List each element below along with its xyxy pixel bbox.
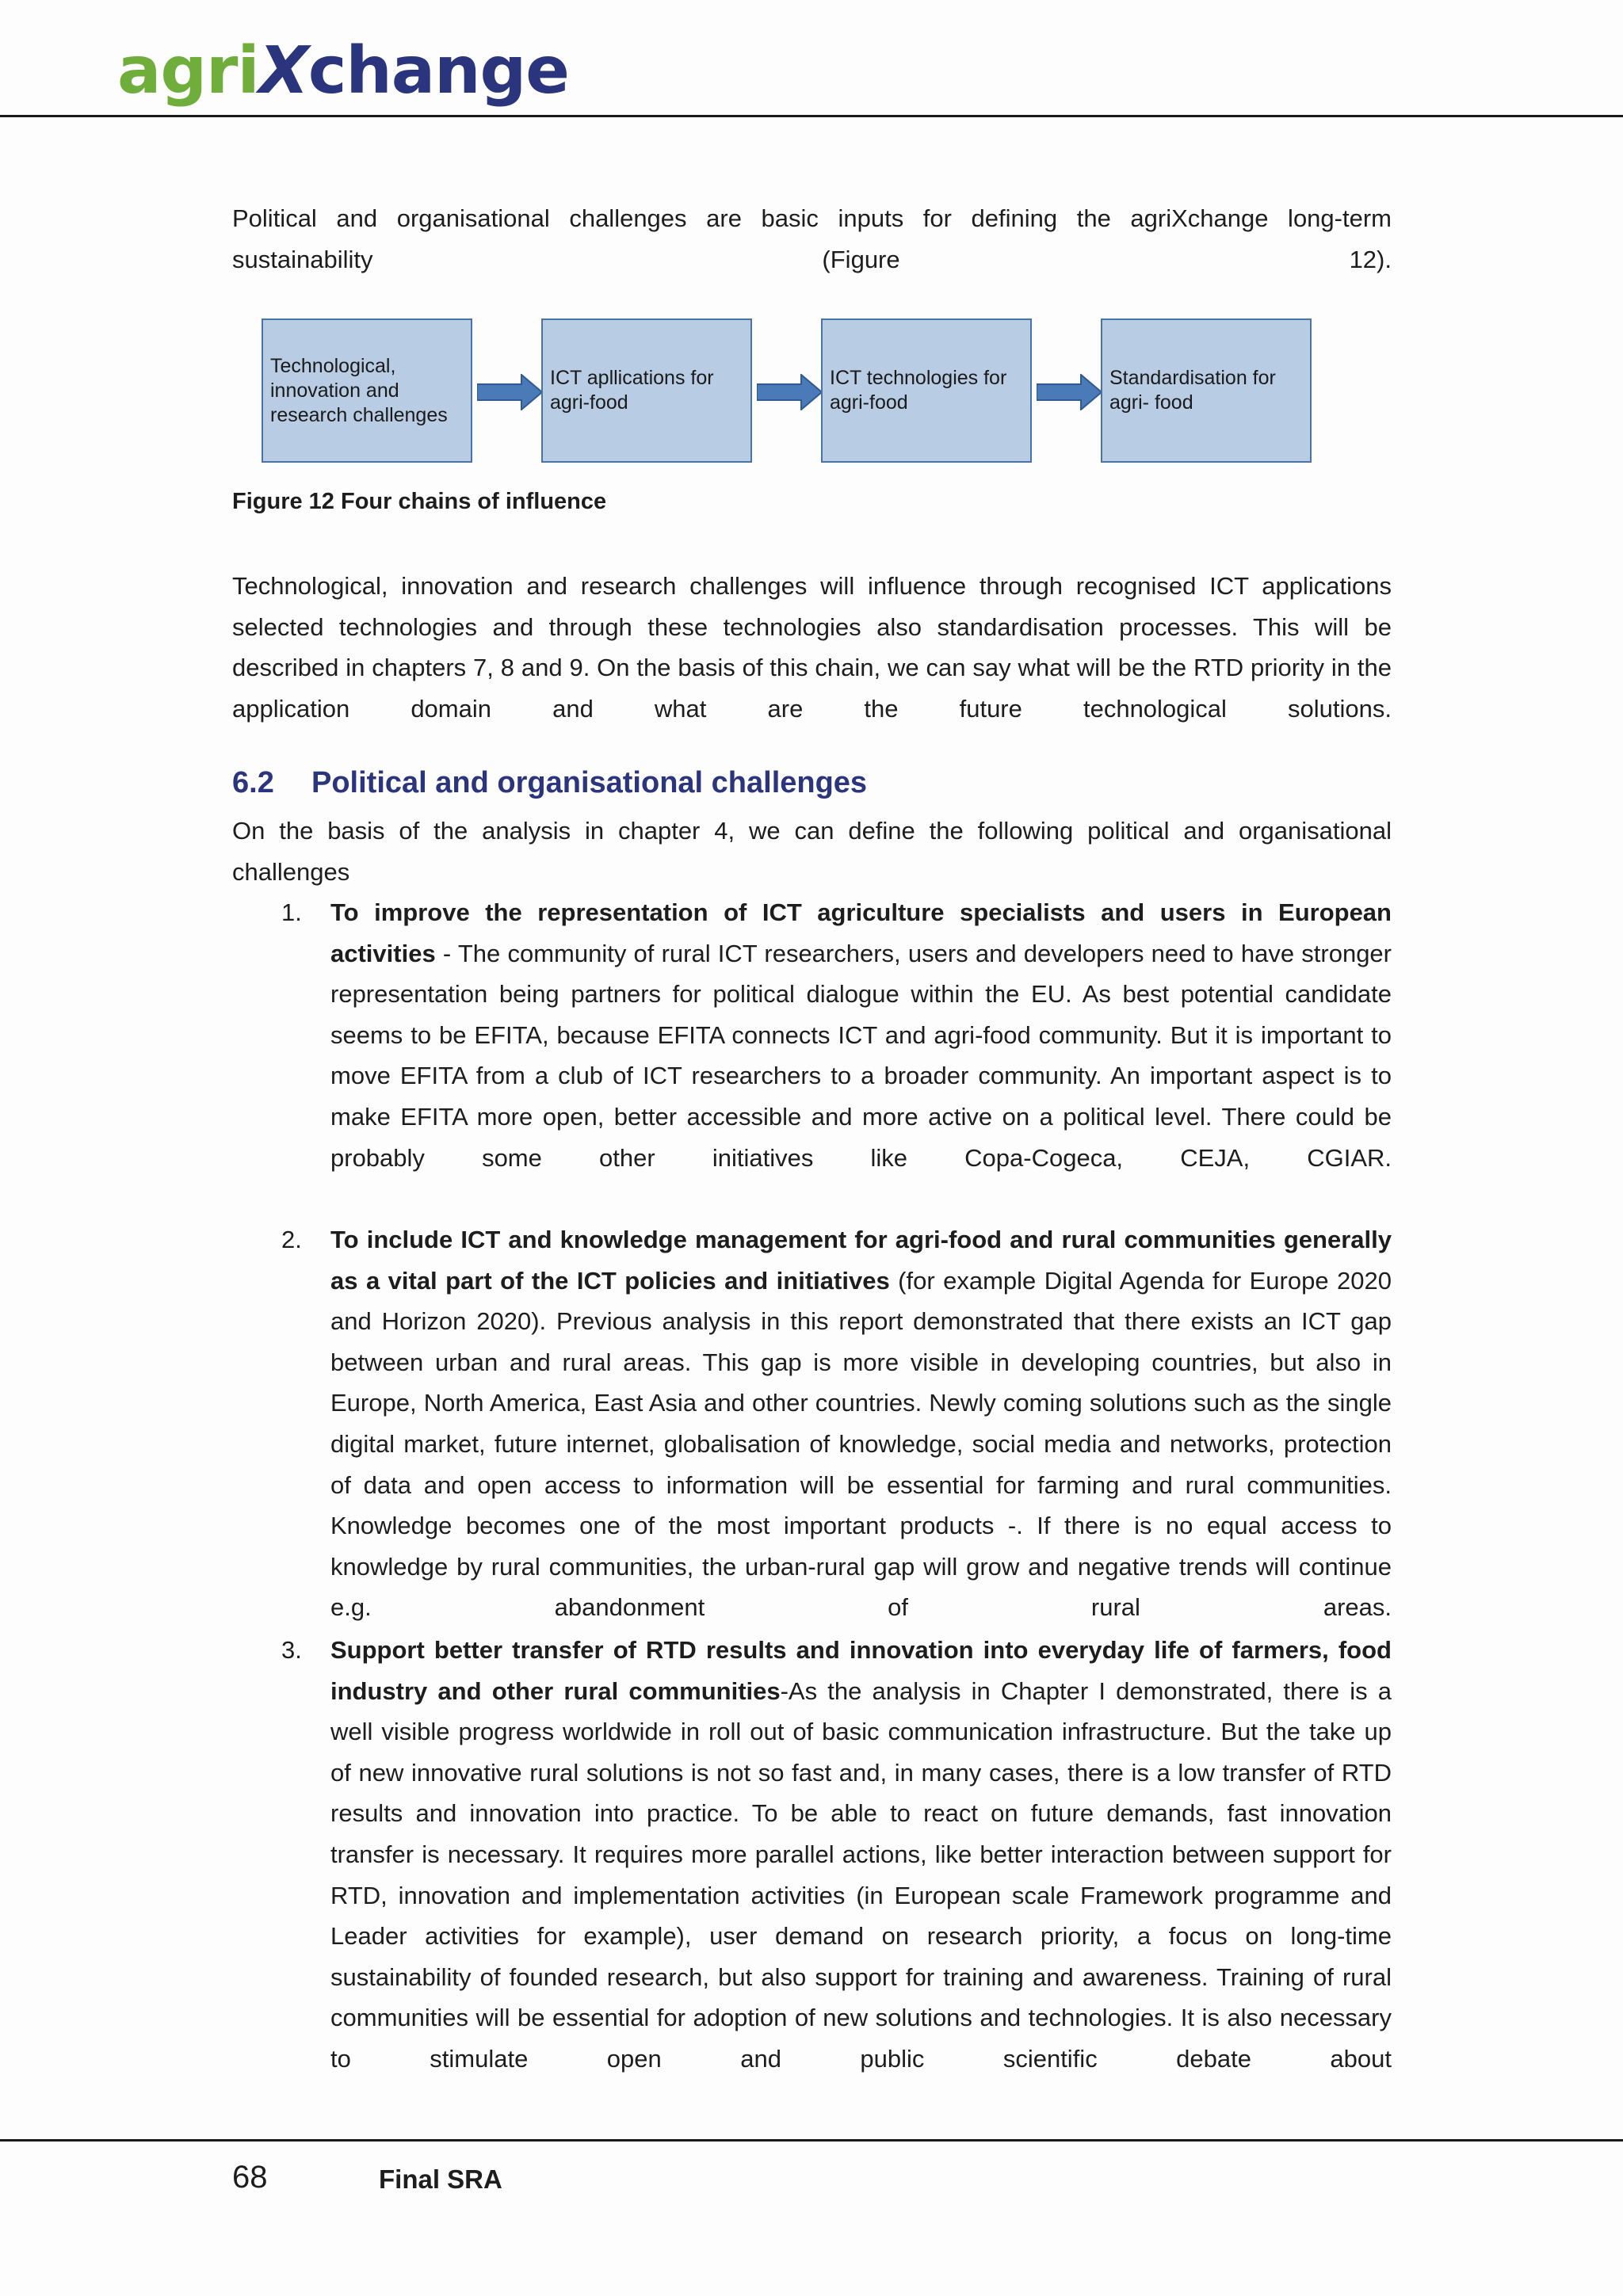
figure-box-label: ICT technologies for agri-food (830, 367, 1007, 414)
section-number: 6.2 (232, 766, 274, 799)
list-item (330, 892, 1392, 1219)
arrow-icon (757, 374, 823, 410)
list-item-bold: To improve the representation of ICT agriculture specialists and users in European activities (330, 898, 1392, 967)
section-intro: On the basis of the analysis in chapter 4, we can define the following political and organisational challenges (232, 817, 1392, 886)
arrow-icon (1037, 374, 1103, 410)
list-item-text: -As the analysis in Chapter I demonstrated, there is a well visible progress worldwide in roll out of basic communication infrastructure. But the take up of new innovative rural solutions is not so fast and, in many cases, there is a low transfer of RTD results and innovation into practice. To be able to react on future demands, fast innovation transfer is necessary. It requires more parallel actions, like better interaction between support for RTD, innovation and implementation activities (in European scale Framework programme and Leader activities for example), user demand on research priority, a focus on long-time sustainability of founded research, but also support for training and awareness. Training of rural communities will be essential for adoption of new solutions and technologies. It is also necessary to stimulate open and public scientific debate about (330, 1676, 1392, 2073)
figure-box-standardisation (1101, 318, 1312, 463)
section-title: Political and organisational challenges (311, 766, 868, 799)
logo-agri: agri (117, 33, 259, 109)
arrow-icon (477, 374, 544, 410)
section-heading (232, 766, 867, 800)
page-header (0, 0, 1623, 117)
list-item (330, 1219, 1392, 1669)
figure-box-label: Standardisation for agri- food (1109, 367, 1276, 414)
figure-box-label: ICT apllications for agri-food (550, 367, 714, 414)
document-label: Final SRA (379, 2164, 502, 2194)
header-rule (0, 115, 1623, 117)
figure-chains-of-influence (262, 318, 1316, 467)
logo-x: X (258, 33, 308, 109)
list-item (330, 1630, 1392, 2120)
logo-change: change (307, 33, 569, 109)
figure-box-ict-applications (541, 318, 752, 463)
footer-rule (0, 2139, 1623, 2142)
agrixchange-logo (117, 32, 569, 111)
chain-paragraph: Technological, innovation and research challenges will influence through recognised ICT applications selected technologies and through these technologies also standardisation processes. This will be described in chapters 7, 8 and 9. On the basis of this chain, we can say what will be the RTD priority in the application domain and what are the future technological solutions. (232, 572, 1392, 723)
figure-box-label: Technological, innovation and research challenges (270, 354, 448, 426)
list-item-number: 2. (281, 1226, 302, 1253)
list-item-bold: To include ICT and knowledge management for agri-food and rural communities generally as a vital part of the ICT policies and initiatives (330, 1226, 1392, 1295)
list-item-text: - The community of rural ICT researchers, users and developers need to have stronger representation being partners for political dialogue within the EU. As best potential candidate seems to be EFITA, because EFITA connects ICT and agri-food community. But it is important to move EFITA from a club of ICT researchers to a broader community. An important aspect is to make EFITA more open, better accessible and more active on a political level. There could be probably some other initiatives like Copa-Cogeca, CEJA, CGIAR. (330, 939, 1392, 1172)
list-item-number: 3. (281, 1636, 302, 1664)
intro-paragraph: Political and organisational challenges are basic inputs for defining the agriXchange long-term sustainability (Figure 12). (232, 204, 1392, 273)
page-number: 68 (232, 2160, 268, 2195)
list-item-text: (for example Digital Agenda for Europe 2020 and Horizon 2020). Previous analysis in this report demonstrated that there exists an ICT gap between urban and rural areas. This gap is more visible in developing countries, but also in Europe, North America, East Asia and other countries. Newly coming solutions such as the single digital market, future internet, globalisation of knowledge, social media and networks, protection of data and open access to information will be essential for farming and rural communities. Knowledge becomes one of the most important products -. If there is no equal access to knowledge by rural communities, the urban-rural gap will grow and negative trends will continue e.g. abandonment of rural areas. (330, 1266, 1392, 1622)
list-item-bold: Support better transfer of RTD results and innovation into everyday life of farmers, food industry and other rural communities (330, 1636, 1392, 1705)
list-item-number: 1. (281, 898, 302, 926)
figure-box-ict-technologies (821, 318, 1032, 463)
figure-box-technological (262, 318, 472, 463)
figure-caption: Figure 12 Four chains of influence (232, 489, 607, 514)
